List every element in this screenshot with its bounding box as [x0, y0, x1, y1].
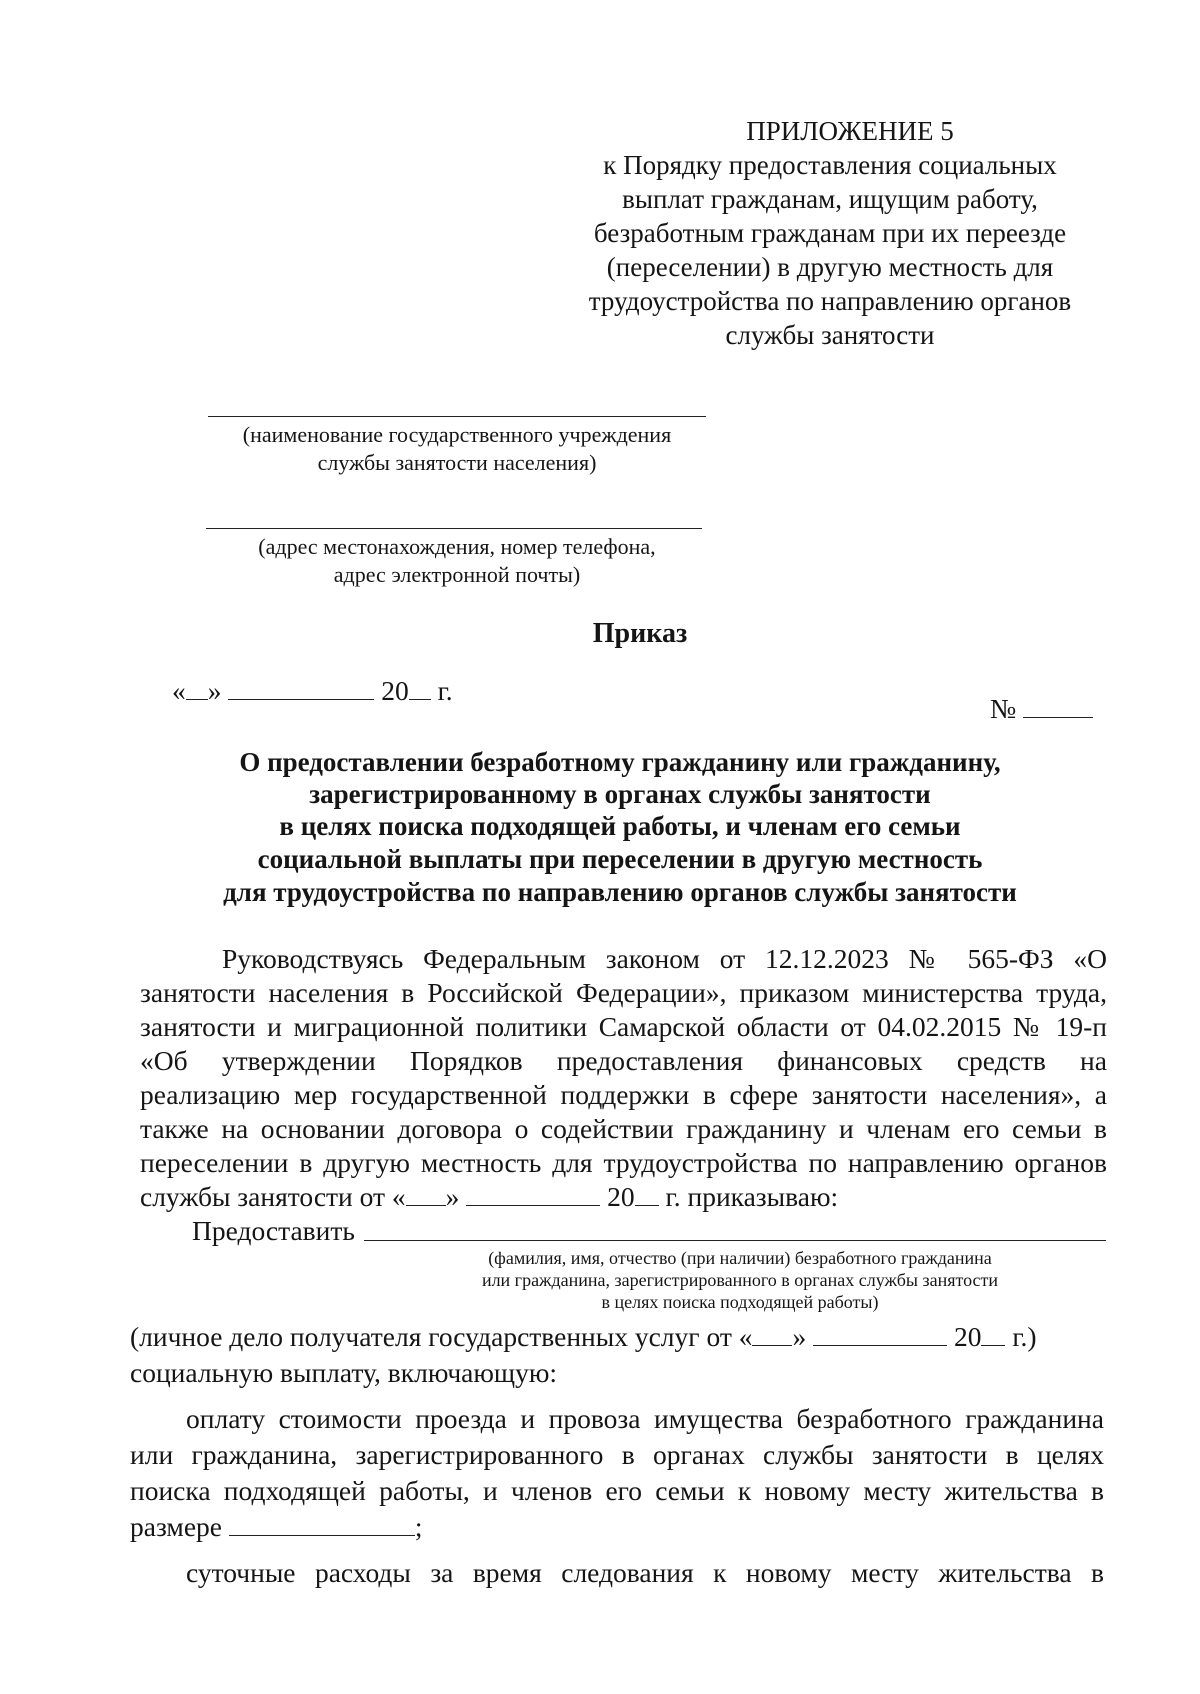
subject-line-1: О предоставлении безработному гражданину или гражданину,: [239, 747, 1001, 777]
subject-line-2: зарегистрированному в органах службы занятости: [309, 779, 931, 809]
org-name-caption-1: (наименование государственного учреждения: [242, 422, 672, 447]
appendix-title: ПРИЛОЖЕНИЕ 5: [746, 116, 954, 146]
p1-line-6: также на основании договора о содействии гражданину и членам его семьи в: [140, 1113, 1107, 1144]
p1-line-3: занятости и миграционной политики Самарской области от 04.02.2015 № 19-п: [140, 1011, 1107, 1042]
item2-line-1: суточные расходы за время следования к новому месту жительства в: [186, 1557, 1104, 1588]
p1-line-4: «Об утверждении Порядков предоставления финансовых средств на: [140, 1045, 1107, 1076]
appendix-line-2: выплат гражданам, ищущим работу,: [622, 184, 1038, 214]
p1-line-5: реализацию мер государственной поддержки в сфере занятости населения», а: [140, 1079, 1107, 1110]
org-address-caption-2: адрес электронной почты): [333, 562, 581, 587]
appendix-line-4: (переселении) в другую местность для: [606, 252, 1054, 282]
order-date: « » 20 г.: [172, 675, 453, 706]
order-title: Приказ: [592, 618, 688, 649]
p1-line-2: занятости населения в Российской Федерации», приказом министерства труда,: [140, 977, 1107, 1008]
appendix-line-3: безработным гражданам при их переезде: [593, 218, 1067, 248]
grant-recipient-line: [364, 1240, 1106, 1241]
personal-case-line: (личное дело получателя государственных услуг от « » 20 г.): [130, 1321, 1037, 1352]
subject-line-5: для трудоустройства по направлению органов службы занятости: [223, 877, 1017, 907]
item1-line-4: размере ;: [130, 1511, 423, 1542]
subject-line-4: социальной выплаты при переселении в другую местность: [257, 844, 983, 874]
appendix-line-5: трудоустройства по направлению органов: [588, 286, 1072, 316]
org-name-caption-2: службы занятости населения): [317, 450, 597, 475]
order-number: №: [990, 692, 1093, 726]
grant-label: Предоставить: [192, 1215, 355, 1246]
p1-line-7: переселении в другую местность для трудоустройства по направлению органов: [140, 1147, 1107, 1178]
fio-caption-1: (фамилия, имя, отчество (при наличии) безработного гражданина: [488, 1248, 992, 1268]
p1-line-1: Руководствуясь Федеральным законом от 12.12.2023 № 565-ФЗ «О: [222, 943, 1107, 974]
org-name-line: [208, 416, 706, 417]
item1-line-2: или гражданина, зарегистрированного в органах службы занятости в целях: [130, 1439, 1104, 1470]
appendix-line-1: к Порядку предоставления социальных: [603, 150, 1057, 180]
item1-line-1: оплату стоимости проезда и провоза имущества безработного гражданина: [186, 1403, 1104, 1434]
org-address-line: [206, 528, 702, 529]
p1-line-8: службы занятости от « » 20 г. приказываю:: [140, 1181, 839, 1212]
subject-line-3: в целях поиска подходящей работы, и членам его семьи: [279, 811, 961, 841]
fio-caption-2: или гражданина, зарегистрированного в органах службы занятости: [481, 1270, 999, 1290]
org-address-caption-1: (адрес местонахождения, номер телефона,: [258, 534, 656, 559]
payment-intro: социальную выплату, включающую:: [130, 1357, 558, 1388]
fio-caption-3: в целях поиска подходящей работы): [601, 1292, 879, 1312]
item1-line-3: поиска подходящей работы, и членов его семьи к новому месту жительства в: [130, 1475, 1104, 1506]
appendix-line-6: службы занятости: [725, 320, 935, 350]
